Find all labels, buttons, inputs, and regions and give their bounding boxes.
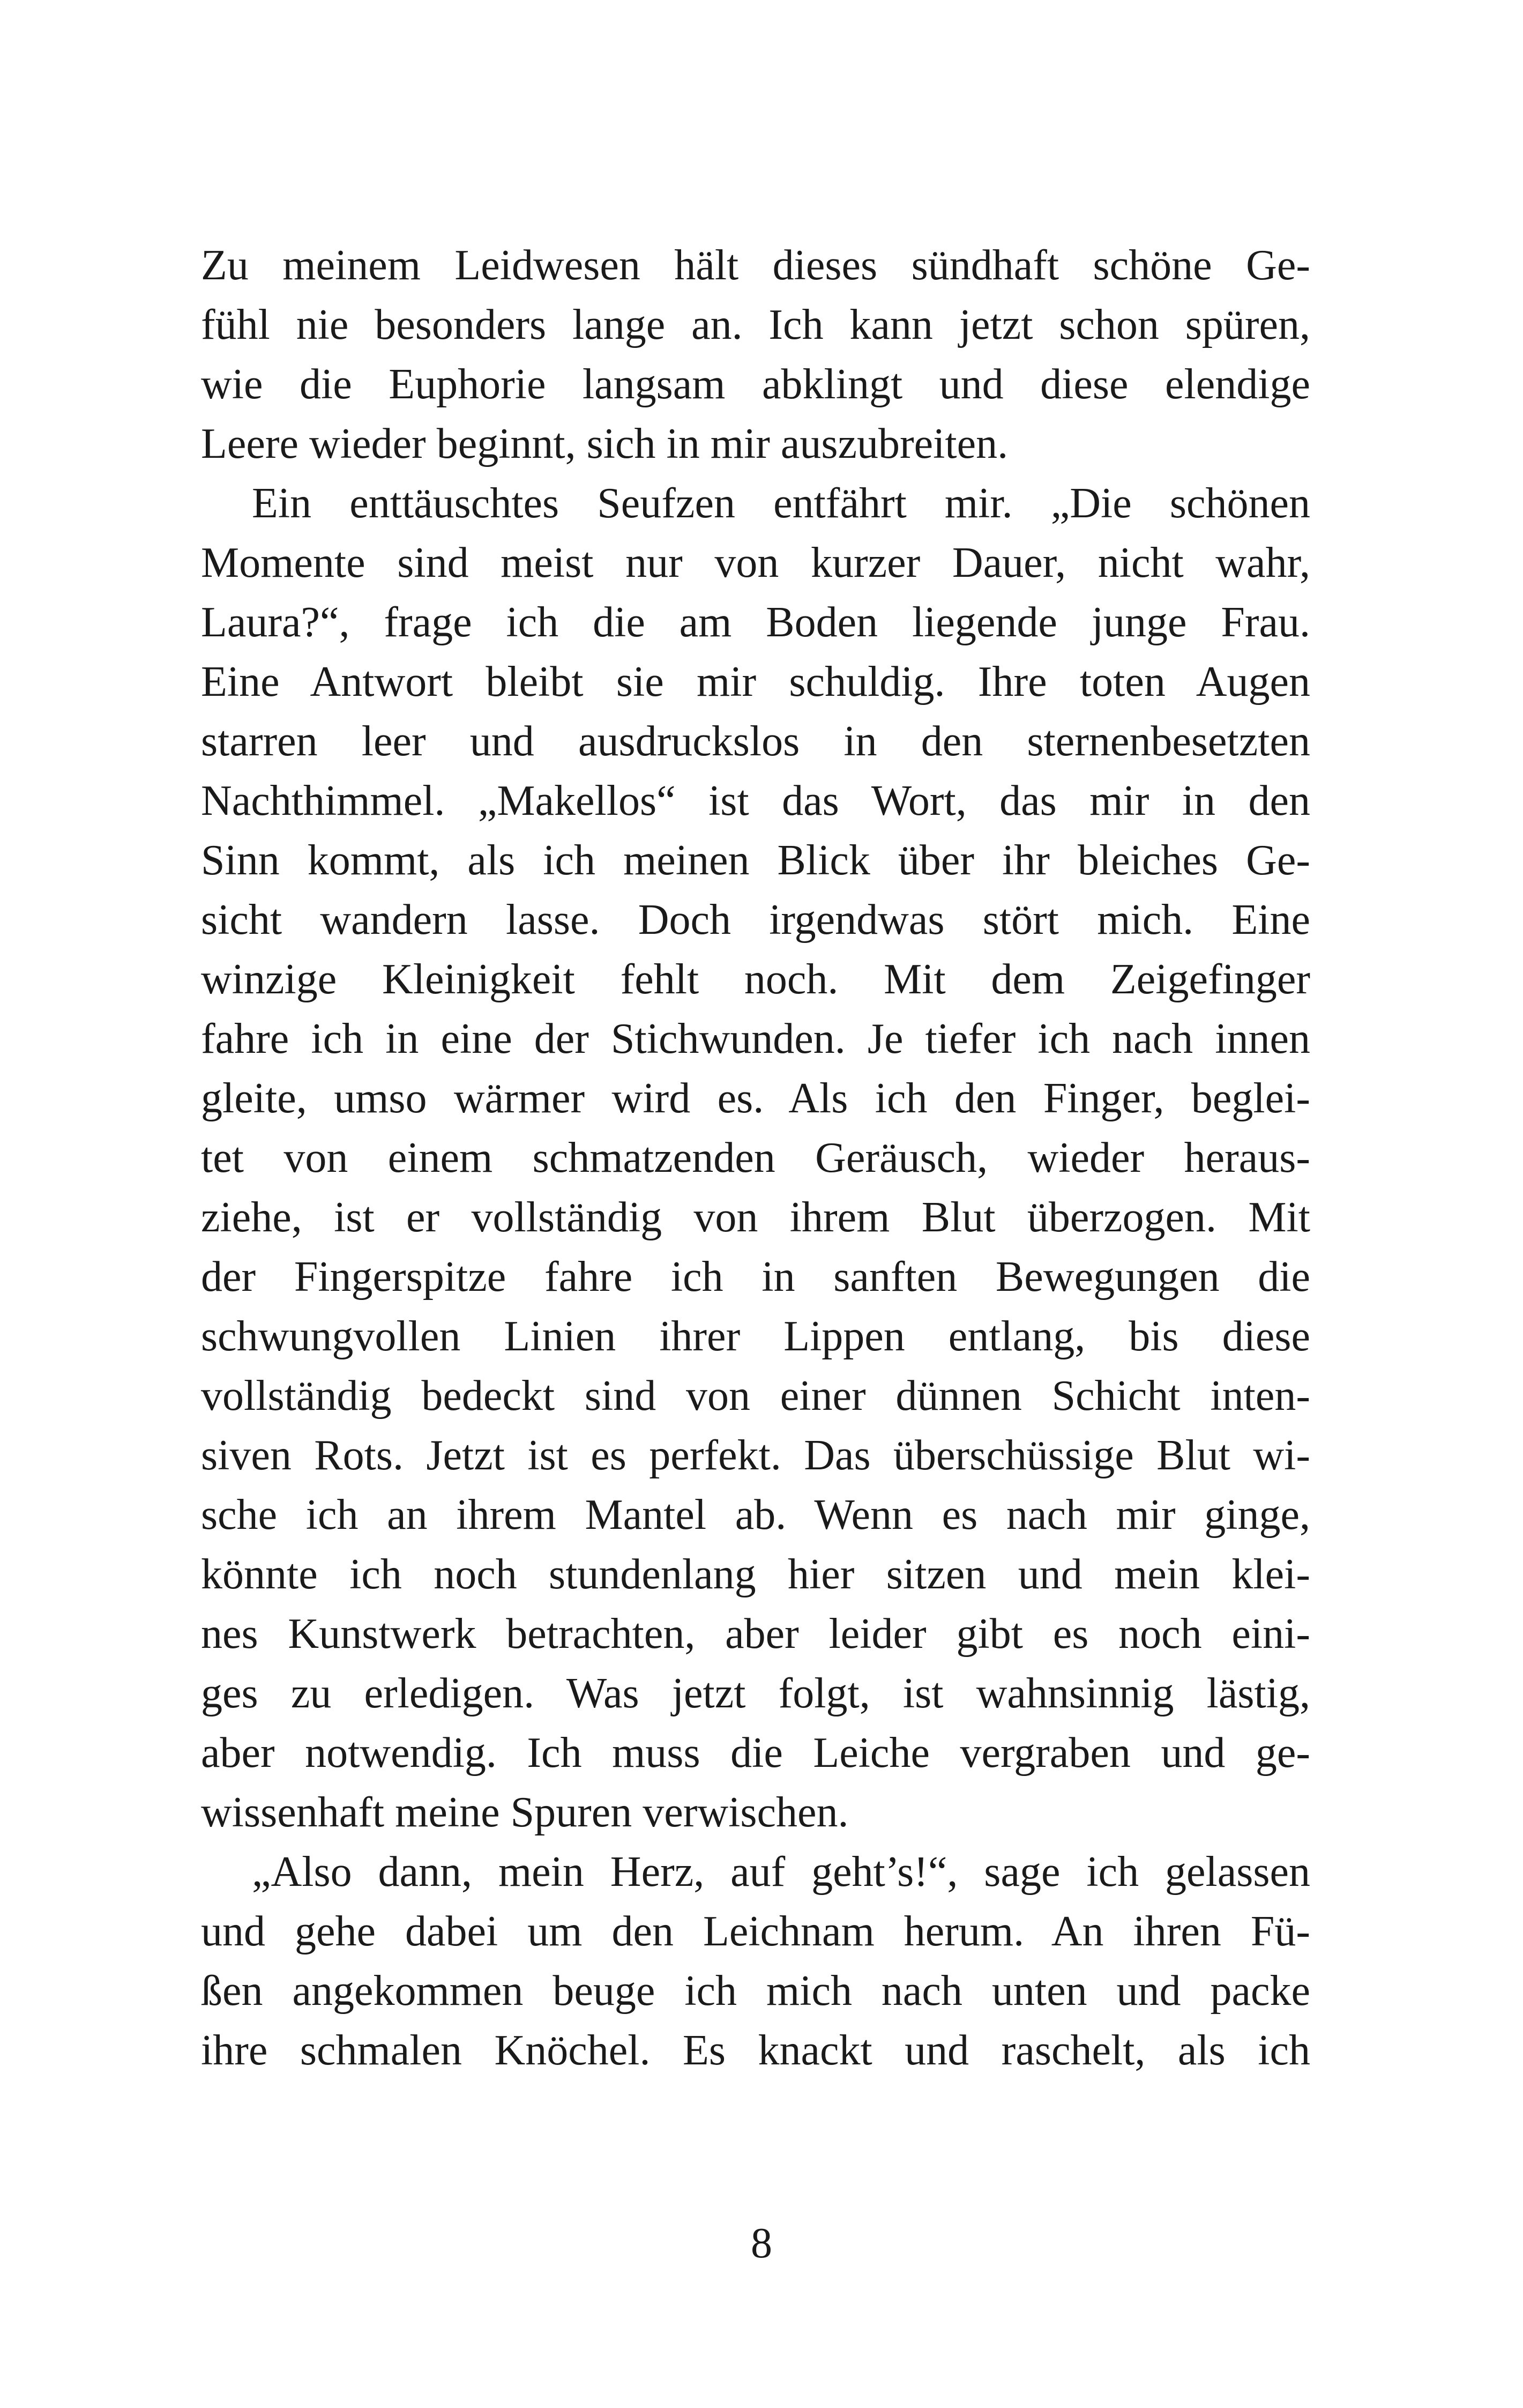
text-line: aber notwendig. Ich muss die Leiche vergraben und ge- bbox=[201, 1729, 1310, 1777]
text-line: siven Rots. Jetzt ist es perfekt. Das überschüssige Blut wi- bbox=[201, 1432, 1310, 1479]
page-number: 8 bbox=[751, 2220, 772, 2267]
paragraph-first-line: „Also dann, mein Herz, auf geht’s!“, sage ich gelassen bbox=[252, 1848, 1310, 1896]
text-line: Sinn kommt, als ich meinen Blick über ihr bleiches Ge- bbox=[201, 837, 1310, 884]
text-line: winzige Kleinigkeit fehlt noch. Mit dem Zeigefinger bbox=[201, 956, 1310, 1003]
text-line: ihre schmalen Knöchel. Es knackt und raschelt, als ich bbox=[201, 2027, 1310, 2074]
text-line: sche ich an ihrem Mantel ab. Wenn es nach mir ginge, bbox=[201, 1491, 1310, 1539]
text-line: Leere wieder beginnt, sich in mir auszubreiten. bbox=[201, 420, 1009, 467]
text-line: wie die Euphorie langsam abklingt und diese elendige bbox=[201, 361, 1310, 408]
text-line: Nachthimmel. „Makellos“ ist das Wort, das mir in den bbox=[201, 777, 1310, 824]
text-line: Eine Antwort bleibt sie mir schuldig. Ihre toten Augen bbox=[201, 658, 1310, 705]
body-text bbox=[201, 236, 1310, 2080]
text-line: schwungvollen Linien ihrer Lippen entlang, bis diese bbox=[201, 1313, 1310, 1360]
text-line: ziehe, ist er vollständig von ihrem Blut überzogen. Mit bbox=[201, 1194, 1310, 1241]
text-line: starren leer und ausdruckslos in den sternenbesetzten bbox=[201, 718, 1310, 765]
text-line: der Fingerspitze fahre ich in sanften Bewegungen die bbox=[201, 1253, 1310, 1300]
text-line: fahre ich in eine der Stichwunden. Je tiefer ich nach innen bbox=[201, 1015, 1310, 1062]
text-line: fühl nie besonders lange an. Ich kann jetzt schon spüren, bbox=[201, 301, 1310, 348]
text-line: nes Kunstwerk betrachten, aber leider gibt es noch eini- bbox=[201, 1610, 1310, 1658]
text-line: vollständig bedeckt sind von einer dünnen Schicht inten- bbox=[201, 1372, 1310, 1419]
text-line: Zu meinem Leidwesen hält dieses sündhaft schöne Ge- bbox=[201, 242, 1310, 289]
text-line: ßen angekommen beuge ich mich nach unten und packe bbox=[201, 1967, 1310, 2015]
text-line: Laura?“, frage ich die am Boden liegende junge Frau. bbox=[201, 599, 1310, 646]
text-line: wissenhaft meine Spuren verwischen. bbox=[201, 1789, 849, 1836]
text-line: tet von einem schmatzenden Geräusch, wieder heraus- bbox=[201, 1134, 1310, 1181]
text-line: gleite, umso wärmer wird es. Als ich den Finger, beglei- bbox=[201, 1075, 1310, 1122]
text-line: könnte ich noch stundenlang hier sitzen und mein klei- bbox=[201, 1551, 1310, 1598]
text-line: ges zu erledigen. Was jetzt folgt, ist wahnsinnig lästig, bbox=[201, 1670, 1310, 1717]
text-line: und gehe dabei um den Leichnam herum. An ihren Fü- bbox=[201, 1908, 1310, 1955]
text-line: sicht wandern lasse. Doch irgendwas stört mich. Eine bbox=[201, 896, 1310, 943]
text-line: Momente sind meist nur von kurzer Dauer, nicht wahr, bbox=[201, 539, 1310, 586]
paragraph-first-line: Ein enttäuschtes Seufzen entfährt mir. „Die schönen bbox=[252, 480, 1310, 527]
